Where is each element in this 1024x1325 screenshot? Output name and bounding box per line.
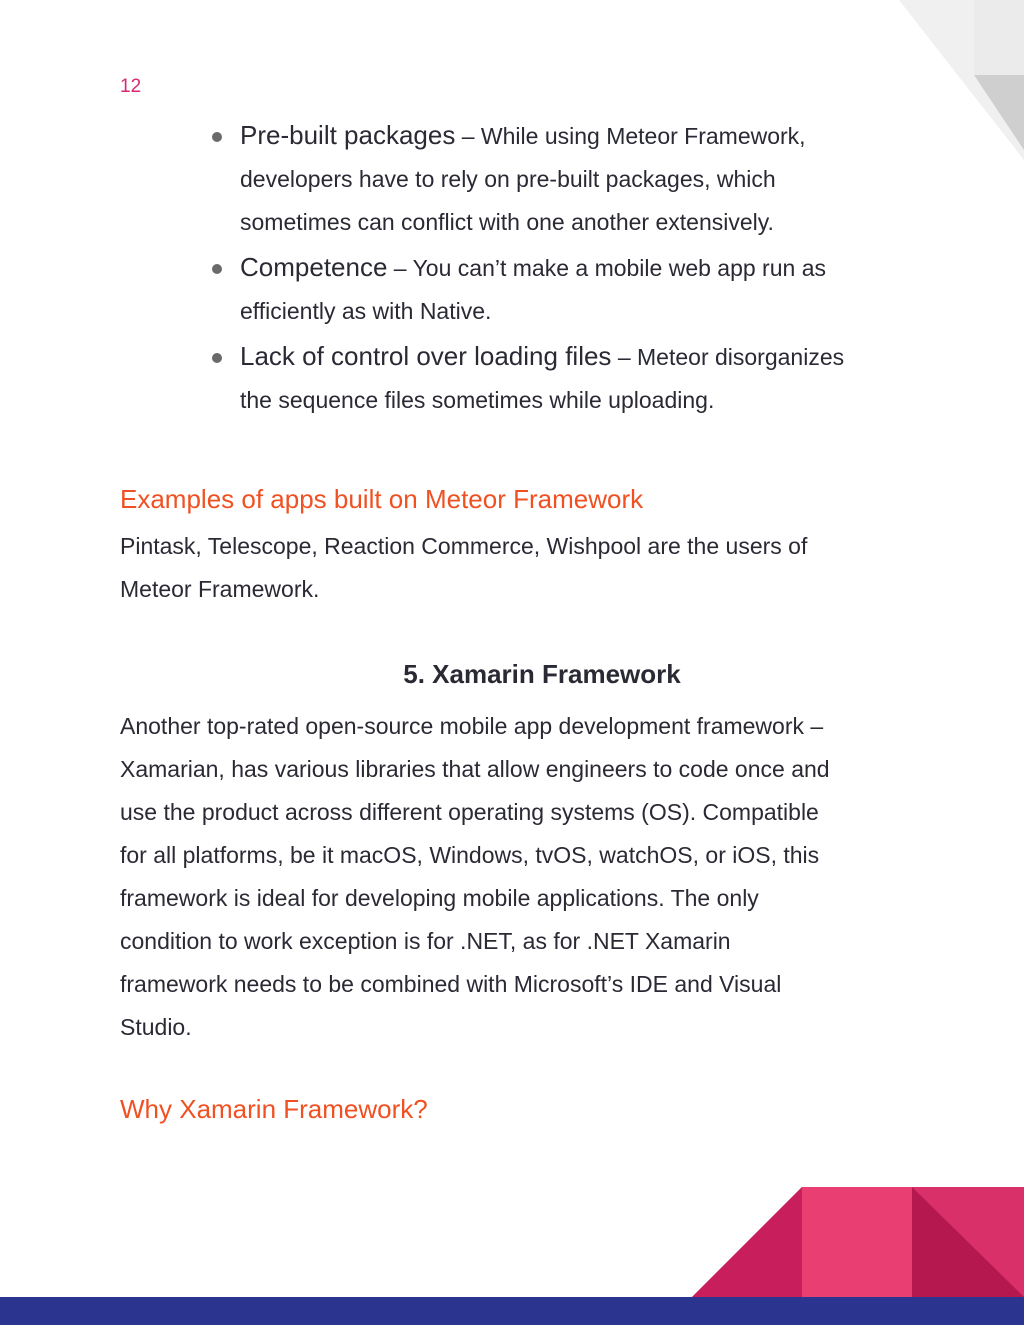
why-xamarin-heading: Why Xamarin Framework?	[120, 1094, 428, 1124]
paragraph-line: Meteor Framework.	[120, 576, 320, 602]
examples-paragraph	[120, 525, 910, 611]
paragraph-line: use the product across different operating systems (OS). Compatible	[120, 799, 819, 825]
bullet-dot	[212, 132, 222, 142]
bullet-dot	[212, 353, 222, 363]
bullet-item-loading-files	[212, 335, 912, 422]
bullet-desc-line: efficiently as with Native.	[240, 298, 492, 324]
bullet-separator: –	[387, 255, 413, 281]
bullet-desc: Meteor disorganizes	[637, 344, 845, 370]
xamarin-paragraph	[120, 705, 910, 1049]
examples-heading: Examples of apps built on Meteor Framework	[120, 484, 644, 514]
bullet-separator: –	[455, 123, 481, 149]
paragraph-line: Pintask, Telescope, Reaction Commerce, Wishpool are the users of	[120, 533, 808, 559]
bullet-term: Pre-built packages	[240, 120, 456, 150]
paragraph-line: for all platforms, be it macOS, Windows, tvOS, watchOS, or iOS, this	[120, 842, 820, 868]
bullet-desc-line: the sequence files sometimes while uploading.	[240, 387, 715, 413]
bullet-term: Competence	[240, 252, 388, 282]
bullet-desc-line: developers have to rely on pre-built packages, which	[240, 166, 776, 192]
page-number: 12	[120, 76, 142, 97]
bullet-item-prebuilt-packages	[212, 114, 912, 244]
paragraph-line: framework needs to be combined with Microsoft’s IDE and Visual	[120, 971, 782, 997]
bullet-dot	[212, 264, 222, 274]
bullet-desc-line: sometimes can conflict with one another extensively.	[240, 209, 774, 235]
paragraph-line: framework is ideal for developing mobile applications. The only	[120, 885, 759, 911]
paragraph-line: condition to work exception is for .NET, as for .NET Xamarin	[120, 928, 731, 954]
xamarin-heading: 5. Xamarin Framework	[403, 659, 681, 689]
paragraph-line: Xamarian, has various libraries that allow engineers to code once and	[120, 756, 830, 782]
paragraph-line: Studio.	[120, 1014, 192, 1040]
bullet-desc: You can’t make a mobile web app run as	[412, 255, 826, 281]
bullet-term: Lack of control over loading files	[240, 341, 612, 371]
paragraph-line: Another top-rated open-source mobile app development framework –	[120, 713, 824, 739]
bullet-item-competence	[212, 246, 912, 333]
bullet-separator: –	[611, 344, 638, 370]
footer-decoration	[0, 1185, 1024, 1325]
bullet-list	[212, 114, 912, 424]
bullet-desc: While using Meteor Framework,	[480, 123, 806, 149]
